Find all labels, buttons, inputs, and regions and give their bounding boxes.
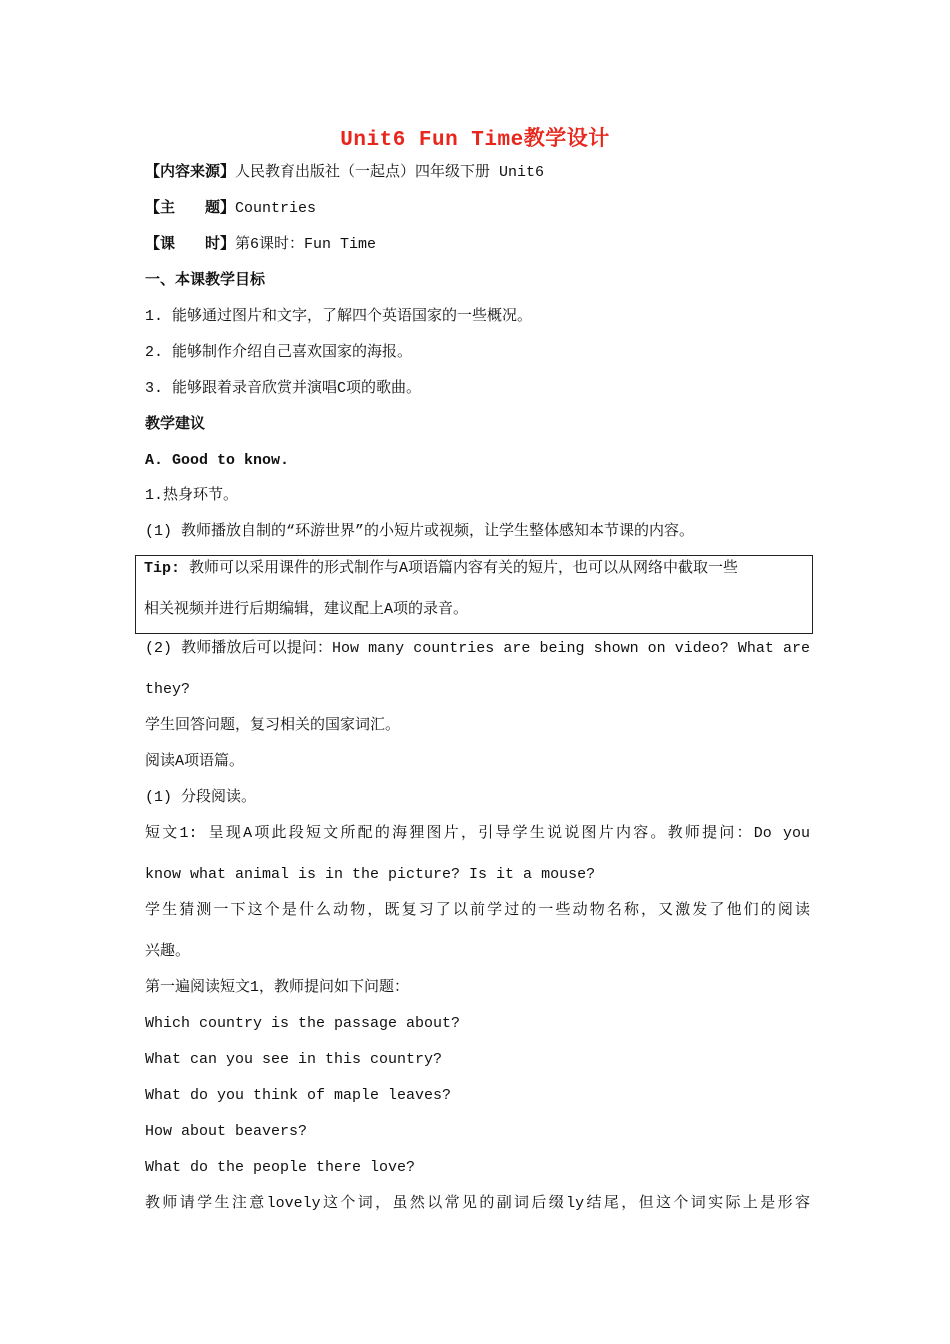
goal-item: 3. 能够跟着录音欣赏并演唱C项的歌曲。 [145,380,422,397]
meta-period-label: 【课 时】 [145,236,236,253]
question-item: What do you think of maple leaves? [145,1087,452,1104]
goal-item: 1. 能够通过图片和文字，了解四个英语国家的一些概况。 [145,308,533,325]
meta-period [145,235,810,255]
meta-period-value: 第6课时：Fun Time [235,236,377,253]
meta-source-value: 人民教育出版社（一起点）四年级下册 Unit6 [235,164,545,181]
step-1-1: (1) 教师播放自制的“环游世界”的小短片或视频，让学生整体感知本节课的内容。 [145,523,695,540]
step-1: 1.热身环节。 [145,487,239,504]
guess-line-1: 学生猜测一下这个是什么动物，既复习了以前学过的一些动物名称，又激发了他们的阅读 [145,902,810,919]
question-item: Which country is the passage about? [145,1015,461,1032]
section-heading-goals: 一、本课教学目标 [145,272,266,289]
question-item: How about beavers? [145,1123,308,1140]
tip-box [135,555,813,634]
lovely-note: 教师请学生注意lovely这个词，虽然以常见的副词后缀ly结尾，但这个词实际上是形容 [145,1195,810,1212]
read-step-1: (1) 分段阅读。 [145,789,257,806]
meta-source [145,163,810,183]
meta-source-label: 【内容来源】 [145,164,236,181]
passage-1-line-1: 短文1: 呈现A项此段短文所配的海狸图片，引导学生说说图片内容。教师提问：Do you [145,825,810,842]
document-title: Unit6 Fun Time教学设计 [340,129,610,152]
passage-1-line-2: know what animal is in the picture? Is it a mouse? [145,866,596,883]
step-1-2-line-2: they? [145,681,191,698]
section-heading-suggestions: 教学建议 [145,416,206,433]
tip-text-1: 教师可以采用课件的形式制作与A项语篇内容有关的短片，也可以从网络中截取一些 [180,560,739,577]
answer-text: 学生回答问题，复习相关的国家词汇。 [145,717,401,734]
meta-topic-label: 【主 题】 [145,200,236,217]
part-a-heading: A. Good to know. [145,452,290,469]
goal-item: 2. 能够制作介绍自己喜欢国家的海报。 [145,344,413,361]
step-1-2-line-1: (2) 教师播放后可以提问：How many countries are being shown on video? What are [145,640,810,657]
question-item: What do the people there love? [145,1159,416,1176]
tip-line-2: 相关视频并进行后期编辑，建议配上A项的录音。 [144,601,469,618]
meta-topic-value: Countries [235,200,317,217]
guess-line-2: 兴趣。 [145,943,191,960]
question-item: What can you see in this country? [145,1051,443,1068]
read-text: 阅读A项语篇。 [145,753,245,770]
meta-topic [145,199,810,219]
first-read-text: 第一遍阅读短文1，教师提问如下问题： [145,979,410,996]
tip-label: Tip: [144,560,181,577]
tip-line-1 [144,559,804,579]
